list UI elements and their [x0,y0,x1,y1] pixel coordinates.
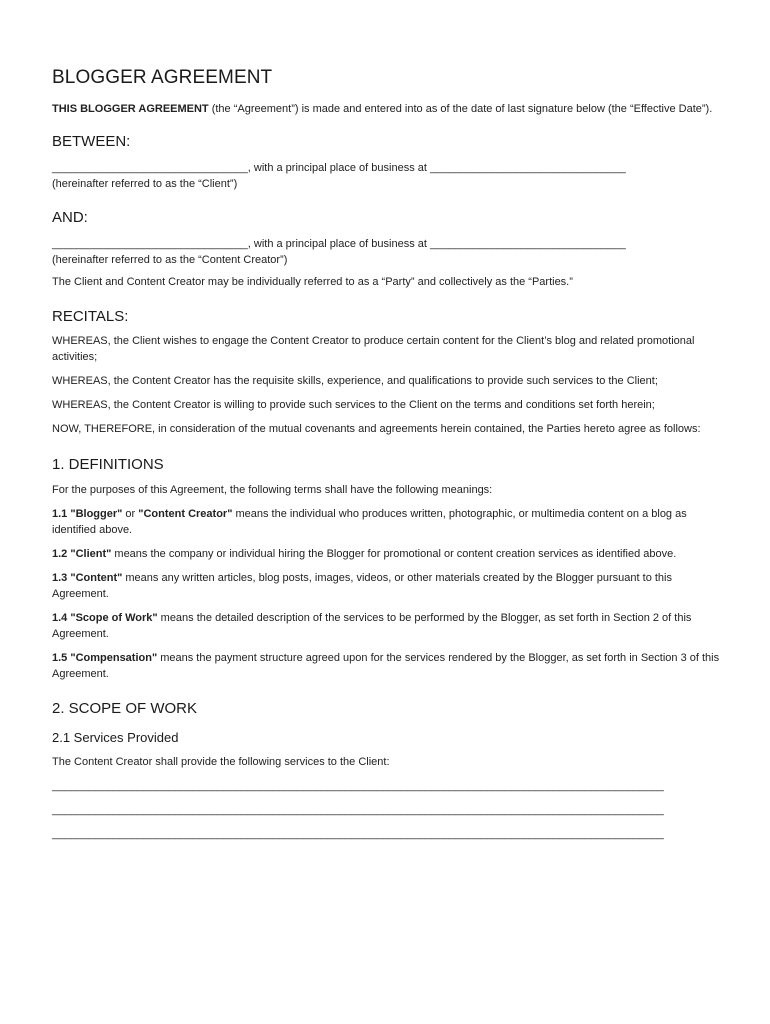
client-reference: (hereinafter referred to as the “Client”) [52,178,238,190]
definitions-heading: 1. DEFINITIONS [52,456,164,473]
services-intro: The Content Creator shall provide the following services to the Client: [52,756,390,768]
definition-term: "Content Creator" [138,508,233,520]
definition-term: 1.5 "Compensation" [52,652,158,664]
definition-connector: or [122,508,139,520]
recitals-heading: RECITALS: [52,308,129,325]
definition-term: 1.4 "Scope of Work" [52,612,158,624]
scope-heading: 2. SCOPE OF WORK [52,700,198,717]
definition-text: means the individual who produces written, photographic, or multimedia content on a blog as identified above. [52,508,687,536]
definition-term: 1.2 "Client" [52,548,112,560]
services-blank-line[interactable]: ____________________________________________________________________________________________________ [52,780,664,792]
recital-item: WHEREAS, the Client wishes to engage the Content Creator to produce certain content for the Client’s blog and related promotional activities; [52,335,695,363]
creator-reference: (hereinafter referred to as the “Content Creator”) [52,254,288,266]
services-blank-line[interactable]: ____________________________________________________________________________________________________ [52,804,664,816]
intro-text: (the “Agreement”) is made and entered into as of the date of last signature below (the “Effective Date”). [208,103,713,115]
document-title: BLOGGER AGREEMENT [52,67,273,88]
parties-paragraph: The Client and Content Creator may be individually referred to as a “Party” and collectively as the “Parties.” [52,276,573,288]
definition-item [52,546,722,562]
intro-paragraph [52,101,720,117]
intro-bold: THIS BLOGGER AGREEMENT [52,103,209,115]
definition-item [52,650,722,682]
definition-item [52,610,722,642]
definition-item [52,506,722,538]
definition-text: means any written articles, blog posts, images, videos, or other materials created by the Blogger pursuant to this Agreement. [52,572,672,600]
definition-term: 1.1 "Blogger" [52,508,123,520]
recital-item: WHEREAS, the Content Creator is willing to provide such services to the Client on the terms and conditions set forth herein; [52,399,655,411]
definition-item [52,570,722,602]
definition-text: means the payment structure agreed upon for the services rendered by the Blogger, as set forth in Section 3 of this Agreement. [52,652,720,680]
services-blank-line[interactable]: ____________________________________________________________________________________________________ [52,828,664,840]
client-blank-line[interactable]: ________________________________, with a principal place of business at ________________________________ [52,162,626,174]
recital-item: WHEREAS, the Content Creator has the requisite skills, experience, and qualifications to provide such services to the Client; [52,375,658,387]
agreement-body [52,67,722,842]
recital-item: NOW, THEREFORE, in consideration of the mutual covenants and agreements herein contained, the Parties hereto agree as follows: [52,423,701,435]
services-subheading: 2.1 Services Provided [52,730,179,745]
definitions-intro: For the purposes of this Agreement, the following terms shall have the following meanings: [52,484,493,496]
definition-text: means the company or individual hiring the Blogger for promotional or content creation services as identified above. [111,548,677,560]
creator-blank-line[interactable]: ________________________________, with a principal place of business at ________________________________ [52,238,626,250]
between-heading: BETWEEN: [52,133,131,150]
definition-text: means the detailed description of the services to be performed by the Blogger, as set forth in Section 2 of this Agreement. [52,612,692,640]
and-heading: AND: [52,209,88,226]
definition-term: 1.3 "Content" [52,572,123,584]
